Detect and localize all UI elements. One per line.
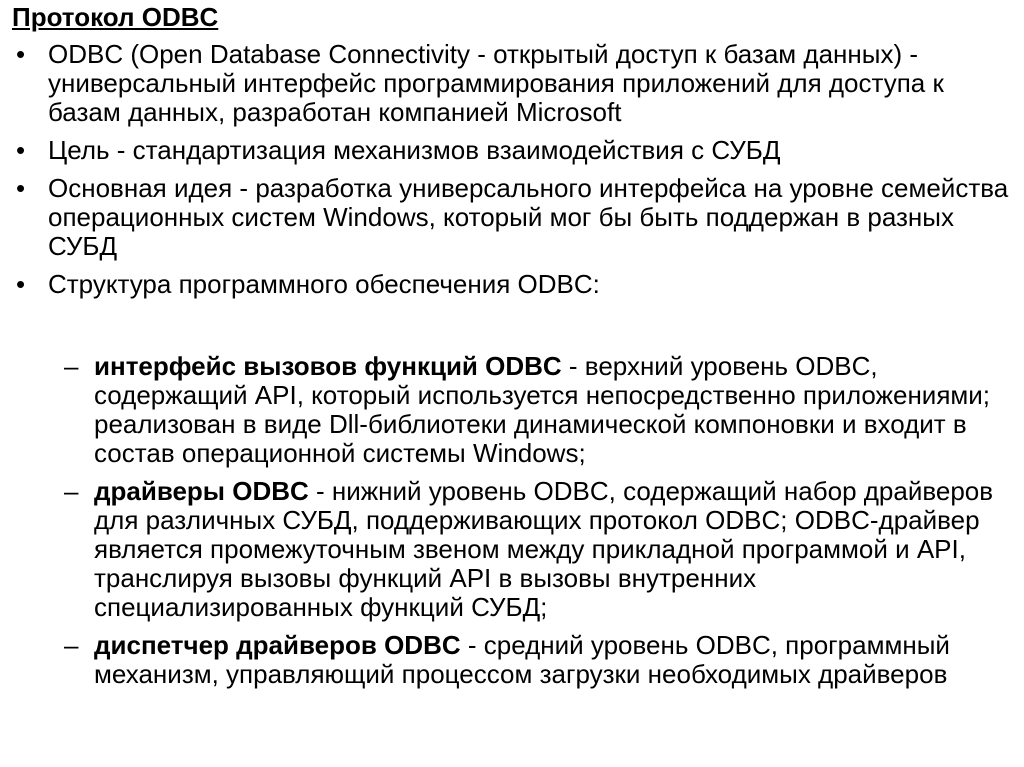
sub-bullet-text: - средний уровень ODBC, программный механизм, управляющий процессом загрузки необходимых драйверов <box>94 630 950 689</box>
sub-bullet-term: диспетчер драйверов ODBC <box>94 630 461 660</box>
bullet-text: ODBC (Open Database Connectivity - открытый доступ к базам данных) - универсальный интерфейс программирования приложений для доступа к базам данных, разработан компанией Microsoft <box>48 39 944 127</box>
sub-bullet-item <box>12 477 1012 622</box>
bullet-marker: • <box>16 39 26 69</box>
dash-marker: – <box>64 630 79 660</box>
bullet-item <box>12 136 1012 165</box>
bullet-item <box>12 270 1012 299</box>
dash-marker: – <box>64 476 79 506</box>
sub-bullet-term: интерфейс вызовов функций ODBC <box>94 351 562 381</box>
bullet-marker: • <box>16 135 26 165</box>
bullet-list <box>12 40 1012 308</box>
sub-bullet-text: - верхний уровень ODBC, содержащий API, который используется непосредственно приложениями; реализован в виде Dll-библиотеки динамической компоновки и входит в состав операционной системы Windows; <box>94 351 991 468</box>
bullet-marker: • <box>16 173 26 203</box>
sub-bullet-item <box>12 352 1012 468</box>
sub-bullet-item <box>12 631 1012 689</box>
bullet-marker: • <box>16 269 26 299</box>
sub-bullet-text: - нижний уровень ODBC, содержащий набор драйверов для различных СУБД, поддерживающих протокол ODBC; ODBC-драйвер является промежуточным звеном между прикладной программой и API, транслируя вызовы функций API в вызовы внутренних специализированных функций СУБД; <box>94 476 994 622</box>
slide-title: Протокол ODBC <box>12 2 219 32</box>
bullet-text: Основная идея - разработка универсального интерфейса на уровне семейства операционных систем Windows, который мог бы быть поддержан в разных СУБД <box>48 173 1009 261</box>
bullet-item <box>12 40 1012 127</box>
bullet-text: Структура программного обеспечения ODBC: <box>48 269 600 299</box>
sub-bullet-term: драйверы ODBC <box>94 476 309 506</box>
bullet-text: Цель - стандартизация механизмов взаимодействия с СУБД <box>48 135 781 165</box>
dash-marker: – <box>64 351 79 381</box>
bullet-item <box>12 174 1012 261</box>
sub-bullet-list <box>12 352 1012 698</box>
